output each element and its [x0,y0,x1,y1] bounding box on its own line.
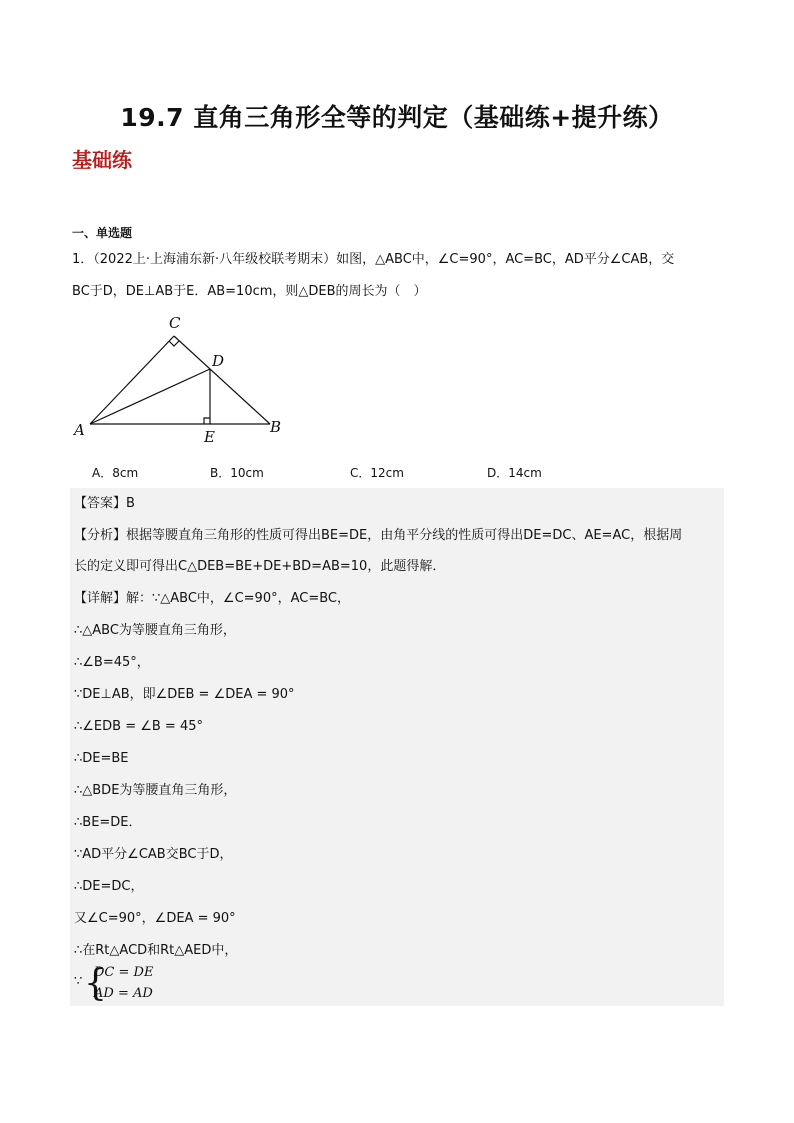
right-angle-mark-c [169,341,179,346]
step-line: ∴在Rt△ACD和Rt△AED中， [74,943,238,958]
bisector-ad [90,369,210,424]
step-line: ∴∠B=45°， [74,655,150,670]
triangle-figure [72,310,292,450]
system-eq-2: AD = AD [94,986,153,1001]
step-line: 又∠C=90°，∠DEA = 90° [74,911,236,926]
right-angle-mark-e [204,418,210,424]
part-heading: 一、单选题 [72,226,133,240]
side-cb [174,336,270,424]
analysis-line-2: 长的定义即可得出C△DEB=BE+DE+BD=AB=10，此题得解． [74,559,446,574]
step-line: ∵DE⊥AB，即∠DEB = ∠DEA = 90° [74,687,295,702]
option-d[interactable]: D．14cm [487,466,542,480]
label-b: B [270,418,282,436]
brace-icon: { [84,963,107,1004]
label-d: D [212,352,225,370]
page-title: 19.7 直角三角形全等的判定（基础练+提升练） [120,103,674,132]
answer-line: 【答案】B [74,496,135,511]
side-ac [90,336,174,424]
analysis-line-1: 【分析】根据等腰直角三角形的性质可得出BE=DE，由角平分线的性质可得出DE=DC、AE=AC，根据周 [74,528,683,543]
label-e: E [204,428,215,446]
section-heading: 基础练 [72,148,132,172]
step-line: ∵AD平分∠CAB交BC于D， [74,847,233,862]
label-c: C [169,314,181,332]
label-a: A [74,421,85,439]
because-symbol: ∵ [74,974,83,989]
equation-system [74,964,274,1004]
step-line: ∴∠EDB = ∠B = 45° [74,719,203,734]
system-eq-1: DC = DE [94,965,154,980]
option-b[interactable]: B．10cm [210,466,264,480]
step-line: ∴BE=DE． [74,815,142,830]
step-line: ∴DE=BE [74,751,129,766]
step-line: 【详解】解：∵△ABC中，∠C=90°，AC=BC， [74,591,350,606]
step-line: ∴DE=DC， [74,879,144,894]
step-line: ∴△ABC为等腰直角三角形， [74,623,236,638]
option-c[interactable]: C．12cm [350,466,404,480]
option-a[interactable]: A．8cm [92,466,139,480]
question-line-2: BC于D，DE⊥AB于E．AB=10cm，则△DEB的周长为（ ） [72,284,427,299]
question-line-1: 1．（2022上·上海浦东新·八年级校联考期末）如图，△ABC中，∠C=90°，AC=BC，AD平分∠CAB，交 [72,252,675,267]
step-line: ∴△BDE为等腰直角三角形， [74,783,237,798]
